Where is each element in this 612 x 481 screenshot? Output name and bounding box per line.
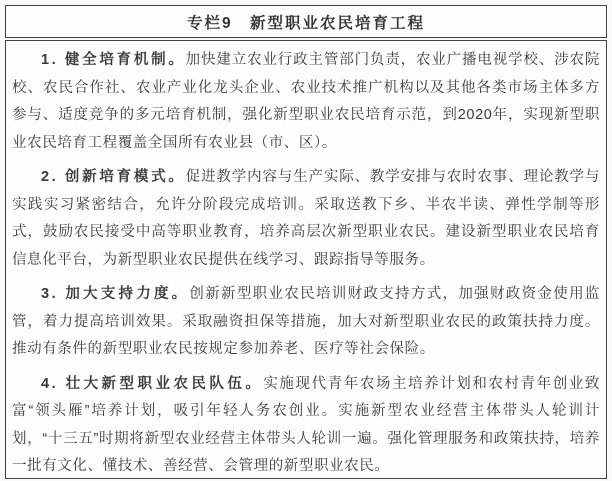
- paragraph-1-body: 加快建立农业行政主管部门负责，农业广播电视学校、涉农院校、农民合作社、农业产业化龙头企业、农业技术推广机构以及其他各类市场主体多方参与、适度竞争的多元培育机制，强化新型职业农民培育示范，到2020年，实现新型职业农民培育工程覆盖全国所有农业县（市、区）。: [12, 52, 601, 151]
- paragraph-4: [12, 371, 600, 481]
- paragraph-3: [12, 281, 600, 364]
- panel-body-box: [5, 40, 607, 479]
- paragraph-1: [12, 47, 600, 157]
- panel-title: 专栏9 新型职业农民培育工程: [186, 14, 426, 32]
- paragraph-2: [12, 164, 600, 274]
- paragraph-1-lead: 1. 健全培育机制。: [41, 52, 186, 68]
- paragraph-2-body: 促进教学内容与生产实际、教学安排与农时农事、理论教学与实践实习紧密结合，允许分阶段完成培训。采取送教下乡、半农半读、弹性学制等形式，鼓励农民接受中高等职业教育，培养高层次新型职业农民。建设新型职业农民培育信息化平台，为新型职业农民提供在线学习、跟踪指导等服务。: [12, 169, 601, 268]
- paragraph-2-lead: 2. 创新培育模式。: [41, 169, 186, 185]
- paragraph-3-body: 创新新型职业农民培训财政支持方式，加强财政资金使用监管，着力提高培训效果。采取融资担保等措施，加大对新型职业农民的政策扶持力度。推动有条件的新型职业农民按规定参加养老、医疗等社会保险。: [12, 286, 600, 357]
- paragraph-4-body: 实施现代青年农场主培养计划和农村青年创业致富“领头雁”培养计划，吸引年轻人务农创业。实施新型农业经营主体带头人轮训计划，“十三五”时期将新型农业经营主体带头人轮训一遍。强化管理服务和政策扶持，培养一批有文化、懂技术、善经营、会管理的新型职业农民。: [12, 375, 600, 474]
- paragraph-4-lead: 4. 壮大新型职业农民队伍。: [41, 375, 264, 392]
- paragraph-3-lead: 3. 加大支持力度。: [41, 286, 190, 302]
- panel-title-box: [5, 5, 607, 38]
